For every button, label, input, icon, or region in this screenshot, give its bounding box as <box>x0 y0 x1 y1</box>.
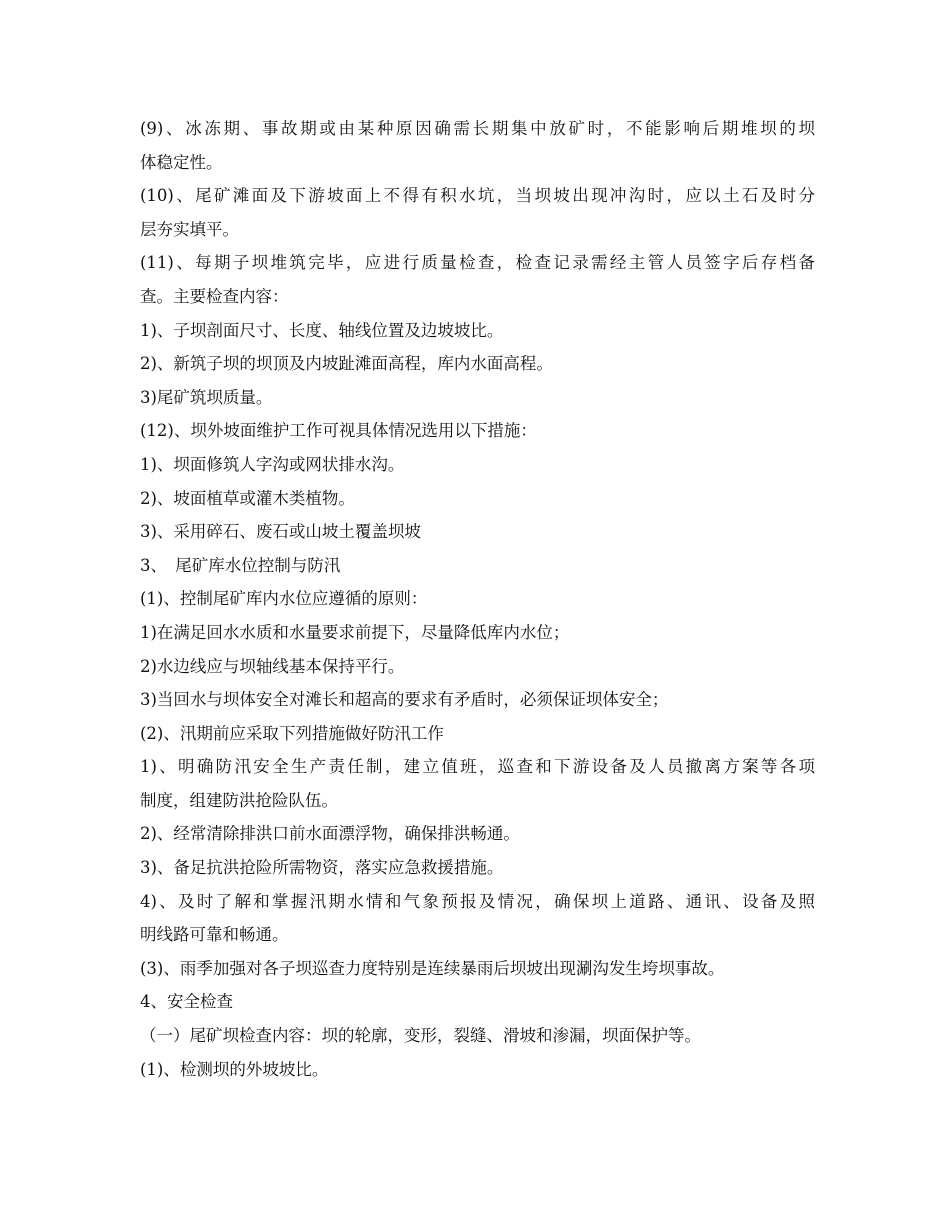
text-line: 体稳定性。 <box>140 152 223 172</box>
text-line: (12)、坝外坡面维护工作可视具体情况选用以下措施： <box>140 421 537 441</box>
text-line: (9)、冰冻期、事故期或由某种原因确需长期集中放矿时，不能影响后期堆坝的坝 <box>140 119 815 138</box>
text-line: (10)、尾矿滩面及下游坡面上不得有积水坑，当坝坡出现冲沟时，应以土石及时分 <box>140 186 815 206</box>
text-line: 2)、坡面植草或灌木类植物。 <box>140 488 355 508</box>
text-line: 3)尾矿筑坝质量。 <box>140 387 273 407</box>
text-line: 1)在满足回水水质和水量要求前提下，尽量降低库内水位； <box>140 622 570 642</box>
document-body <box>140 112 815 1086</box>
text-line: (1)、检测坝的外坡坡比。 <box>140 1059 329 1079</box>
text-line: （一）尾矿坝检查内容：坝的轮廓，变形，裂缝、滑坡和渗漏，坝面保护等。 <box>140 1026 701 1046</box>
text-line: 3)、备足抗洪抢险所需物资，落实应急救援措施。 <box>140 858 504 878</box>
text-line: 2)水边线应与坝轴线基本保持平行。 <box>140 656 405 676</box>
text-line: 3)、采用碎石、废石或山坡土覆盖坝坡 <box>140 522 421 542</box>
text-line: 1)、子坝剖面尺寸、长度、轴线位置及边坡坡比。 <box>140 320 504 340</box>
text-line: 1)、明确防汛安全生产责任制，建立值班，巡查和下游设备及人员撤离方案等各项 <box>140 757 815 777</box>
text-line: (11)、每期子坝堆筑完毕，应进行质量检查，检查记录需经主管人员签字后存档备 <box>140 253 815 273</box>
section-heading: 3、 尾矿库水位控制与防汛 <box>140 555 341 575</box>
text-line: 2)、经常清除排洪口前水面漂浮物，确保排洪畅通。 <box>140 824 520 844</box>
text-line: (2)、汛期前应采取下列措施做好防汛工作 <box>140 723 444 743</box>
text-line: 层夯实填平。 <box>140 219 239 239</box>
text-line: 2)、新筑子坝的坝顶及内坡趾滩面高程，库内水面高程。 <box>140 354 553 374</box>
text-line: 明线路可靠和畅通。 <box>140 925 289 945</box>
text-line: 制度，组建防洪抢险队伍。 <box>140 790 338 810</box>
text-line: 4)、及时了解和掌握汛期水情和气象预报及情况，确保坝上道路、通讯、设备及照 <box>140 891 815 911</box>
text-line: 1)、坝面修筑人字沟或网状排水沟。 <box>140 454 405 474</box>
text-line: 3)当回水与坝体安全对滩长和超高的要求有矛盾时，必须保证坝体安全； <box>140 690 669 710</box>
text-line: (3)、雨季加强对各子坝巡查力度特别是连续暴雨后坝坡出现涮沟发生垮坝事故。 <box>140 958 725 978</box>
text-line: 查。主要检查内容： <box>140 286 289 306</box>
text-line: (1)、控制尾矿库内水位应遵循的原则： <box>140 589 428 609</box>
section-heading: 4、安全检查 <box>140 992 233 1012</box>
